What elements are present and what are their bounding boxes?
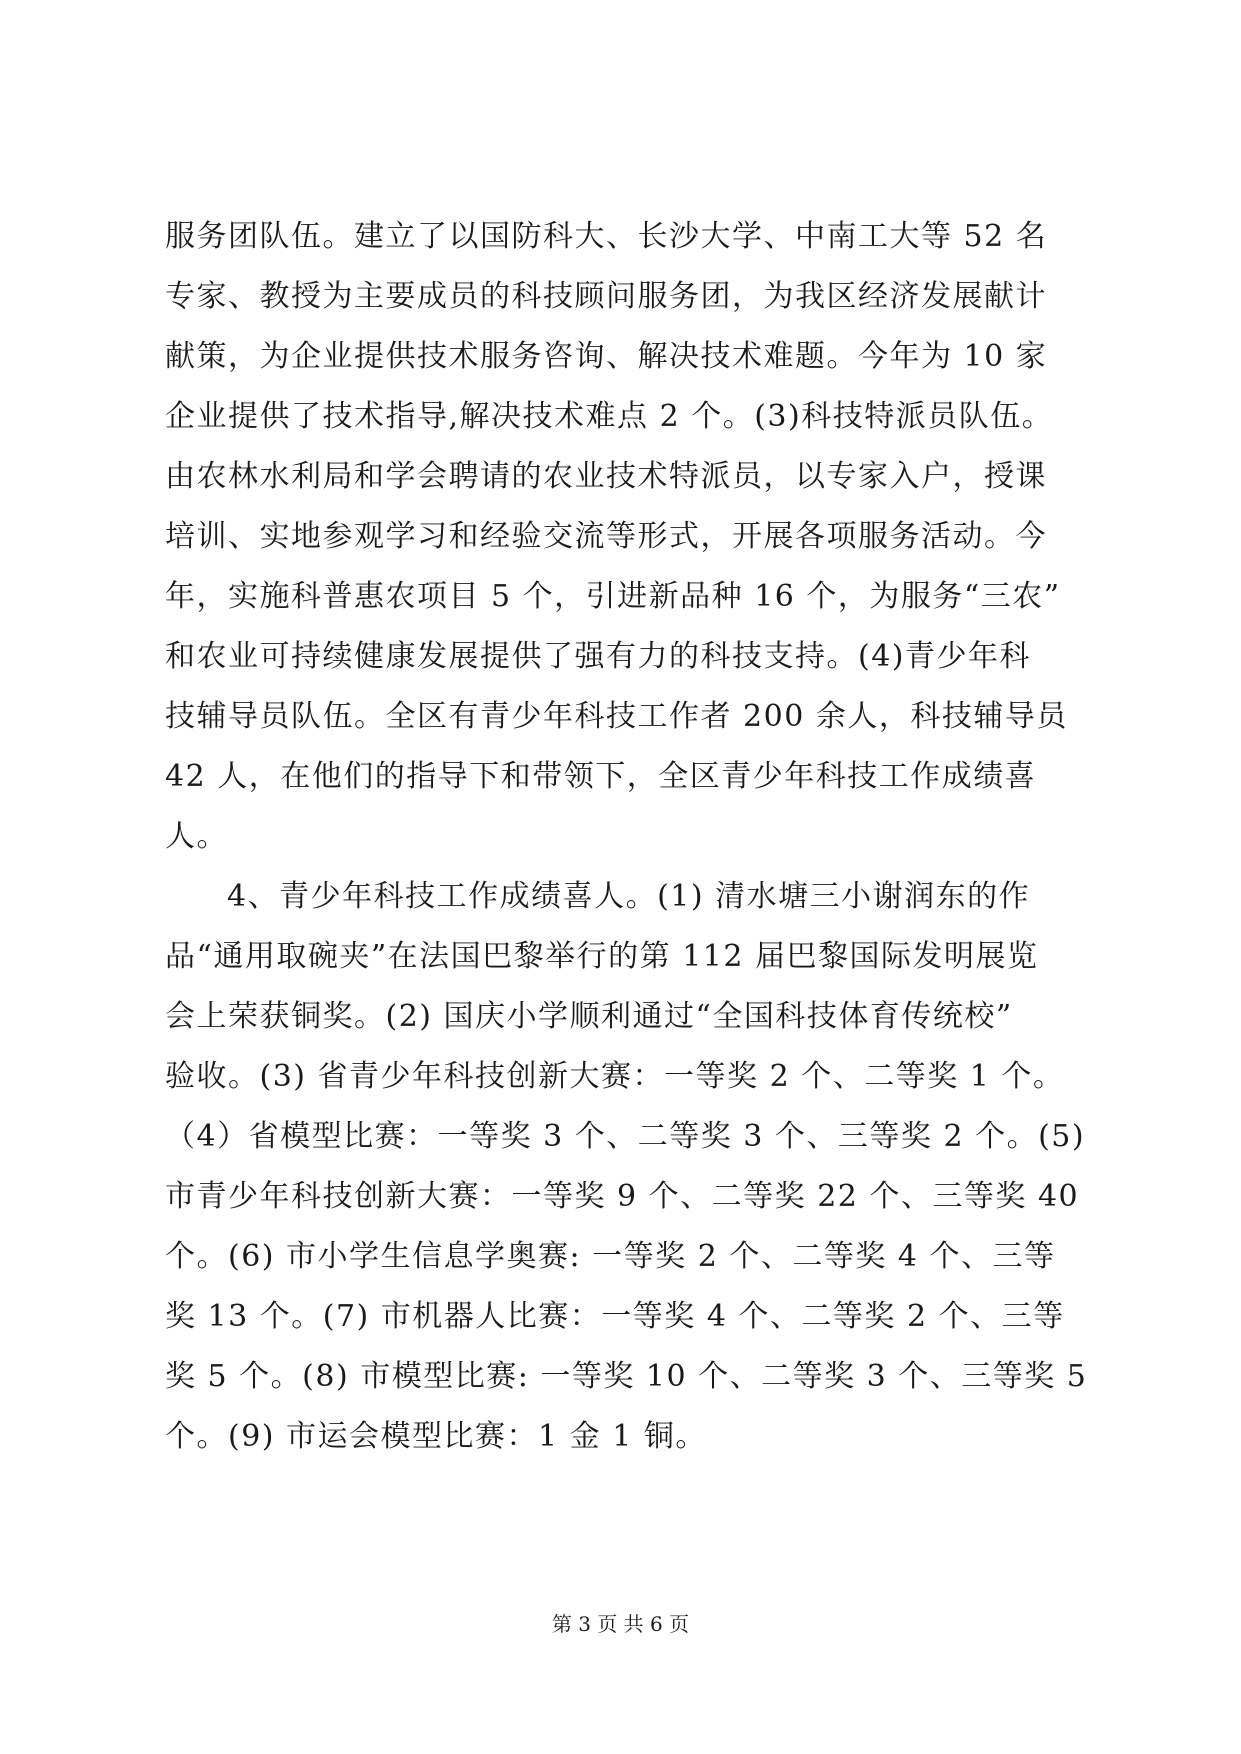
body-text-line: 个。(6) 市小学生信息学奥赛: 一等奖 2 个、二等奖 4 个、三等 — [165, 1239, 1056, 1274]
body-text-line: 会上荣获铜奖。(2) 国庆小学顺利通过“全国科技体育传统校” — [165, 999, 1013, 1034]
body-text-line: 品“通用取碗夹”在法国巴黎举行的第 112 届巴黎国际发明展览 — [165, 939, 1039, 974]
body-text-line: 奖 5 个。(8) 市模型比赛: 一等奖 10 个、二等奖 3 个、三等奖 5 — [165, 1359, 1088, 1394]
page-footer: 第 3 页 共 6 页 — [551, 1612, 690, 1636]
body-text-line: 年，实施科普惠农项目 5 个，引进新品种 16 个，为服务“三农” — [165, 579, 1061, 614]
body-text-line: 献策，为企业提供技术服务咨询、解决技术难题。今年为 10 家 — [165, 339, 1048, 374]
body-text-line: 企业提供了技术指导,解决技术难点 2 个。(3)科技特派员队伍。 — [165, 399, 1054, 434]
body-text-line: 服务团队伍。建立了以国防科大、长沙大学、中南工大等 52 名 — [165, 219, 1048, 254]
body-text-line: 和农业可持续健康发展提供了强有力的科技支持。(4)青少年科 — [165, 639, 1031, 674]
body-text-line: 个。(9) 市运会模型比赛：1 金 1 铜。 — [165, 1419, 707, 1454]
body-text-line: 市青少年科技创新大赛：一等奖 9 个、二等奖 22 个、三等奖 40 — [165, 1179, 1080, 1214]
body-text-line: 人。 — [165, 819, 228, 854]
body-text-line: （4）省模型比赛：一等奖 3 个、二等奖 3 个、三等奖 2 个。(5) — [165, 1119, 1086, 1154]
body-text-line: 奖 13 个。(7) 市机器人比赛：一等奖 4 个、二等奖 2 个、三等 — [165, 1299, 1065, 1334]
body-text-line: 技辅导员队伍。全区有青少年科技工作者 200 余人，科技辅导员 — [165, 699, 1068, 734]
body-text-line: 由农林水利局和学会聘请的农业技术特派员，以专家入户，授课 — [165, 459, 1047, 494]
body-text-line: 42 人，在他们的指导下和带领下，全区青少年科技工作成绩喜 — [165, 759, 1037, 794]
body-text-line: 验收。(3) 省青少年科技创新大赛：一等奖 2 个、二等奖 1 个。 — [165, 1059, 1065, 1094]
body-text-line: 专家、教授为主要成员的科技顾问服务团，为我区经济发展献计 — [165, 279, 1047, 314]
paragraph-start-line: 4、青少年科技工作成绩喜人。(1) 清水塘三小谢润东的作 — [227, 879, 1031, 914]
body-text-line: 培训、实地参观学习和经验交流等形式，开展各项服务活动。今 — [165, 519, 1047, 554]
